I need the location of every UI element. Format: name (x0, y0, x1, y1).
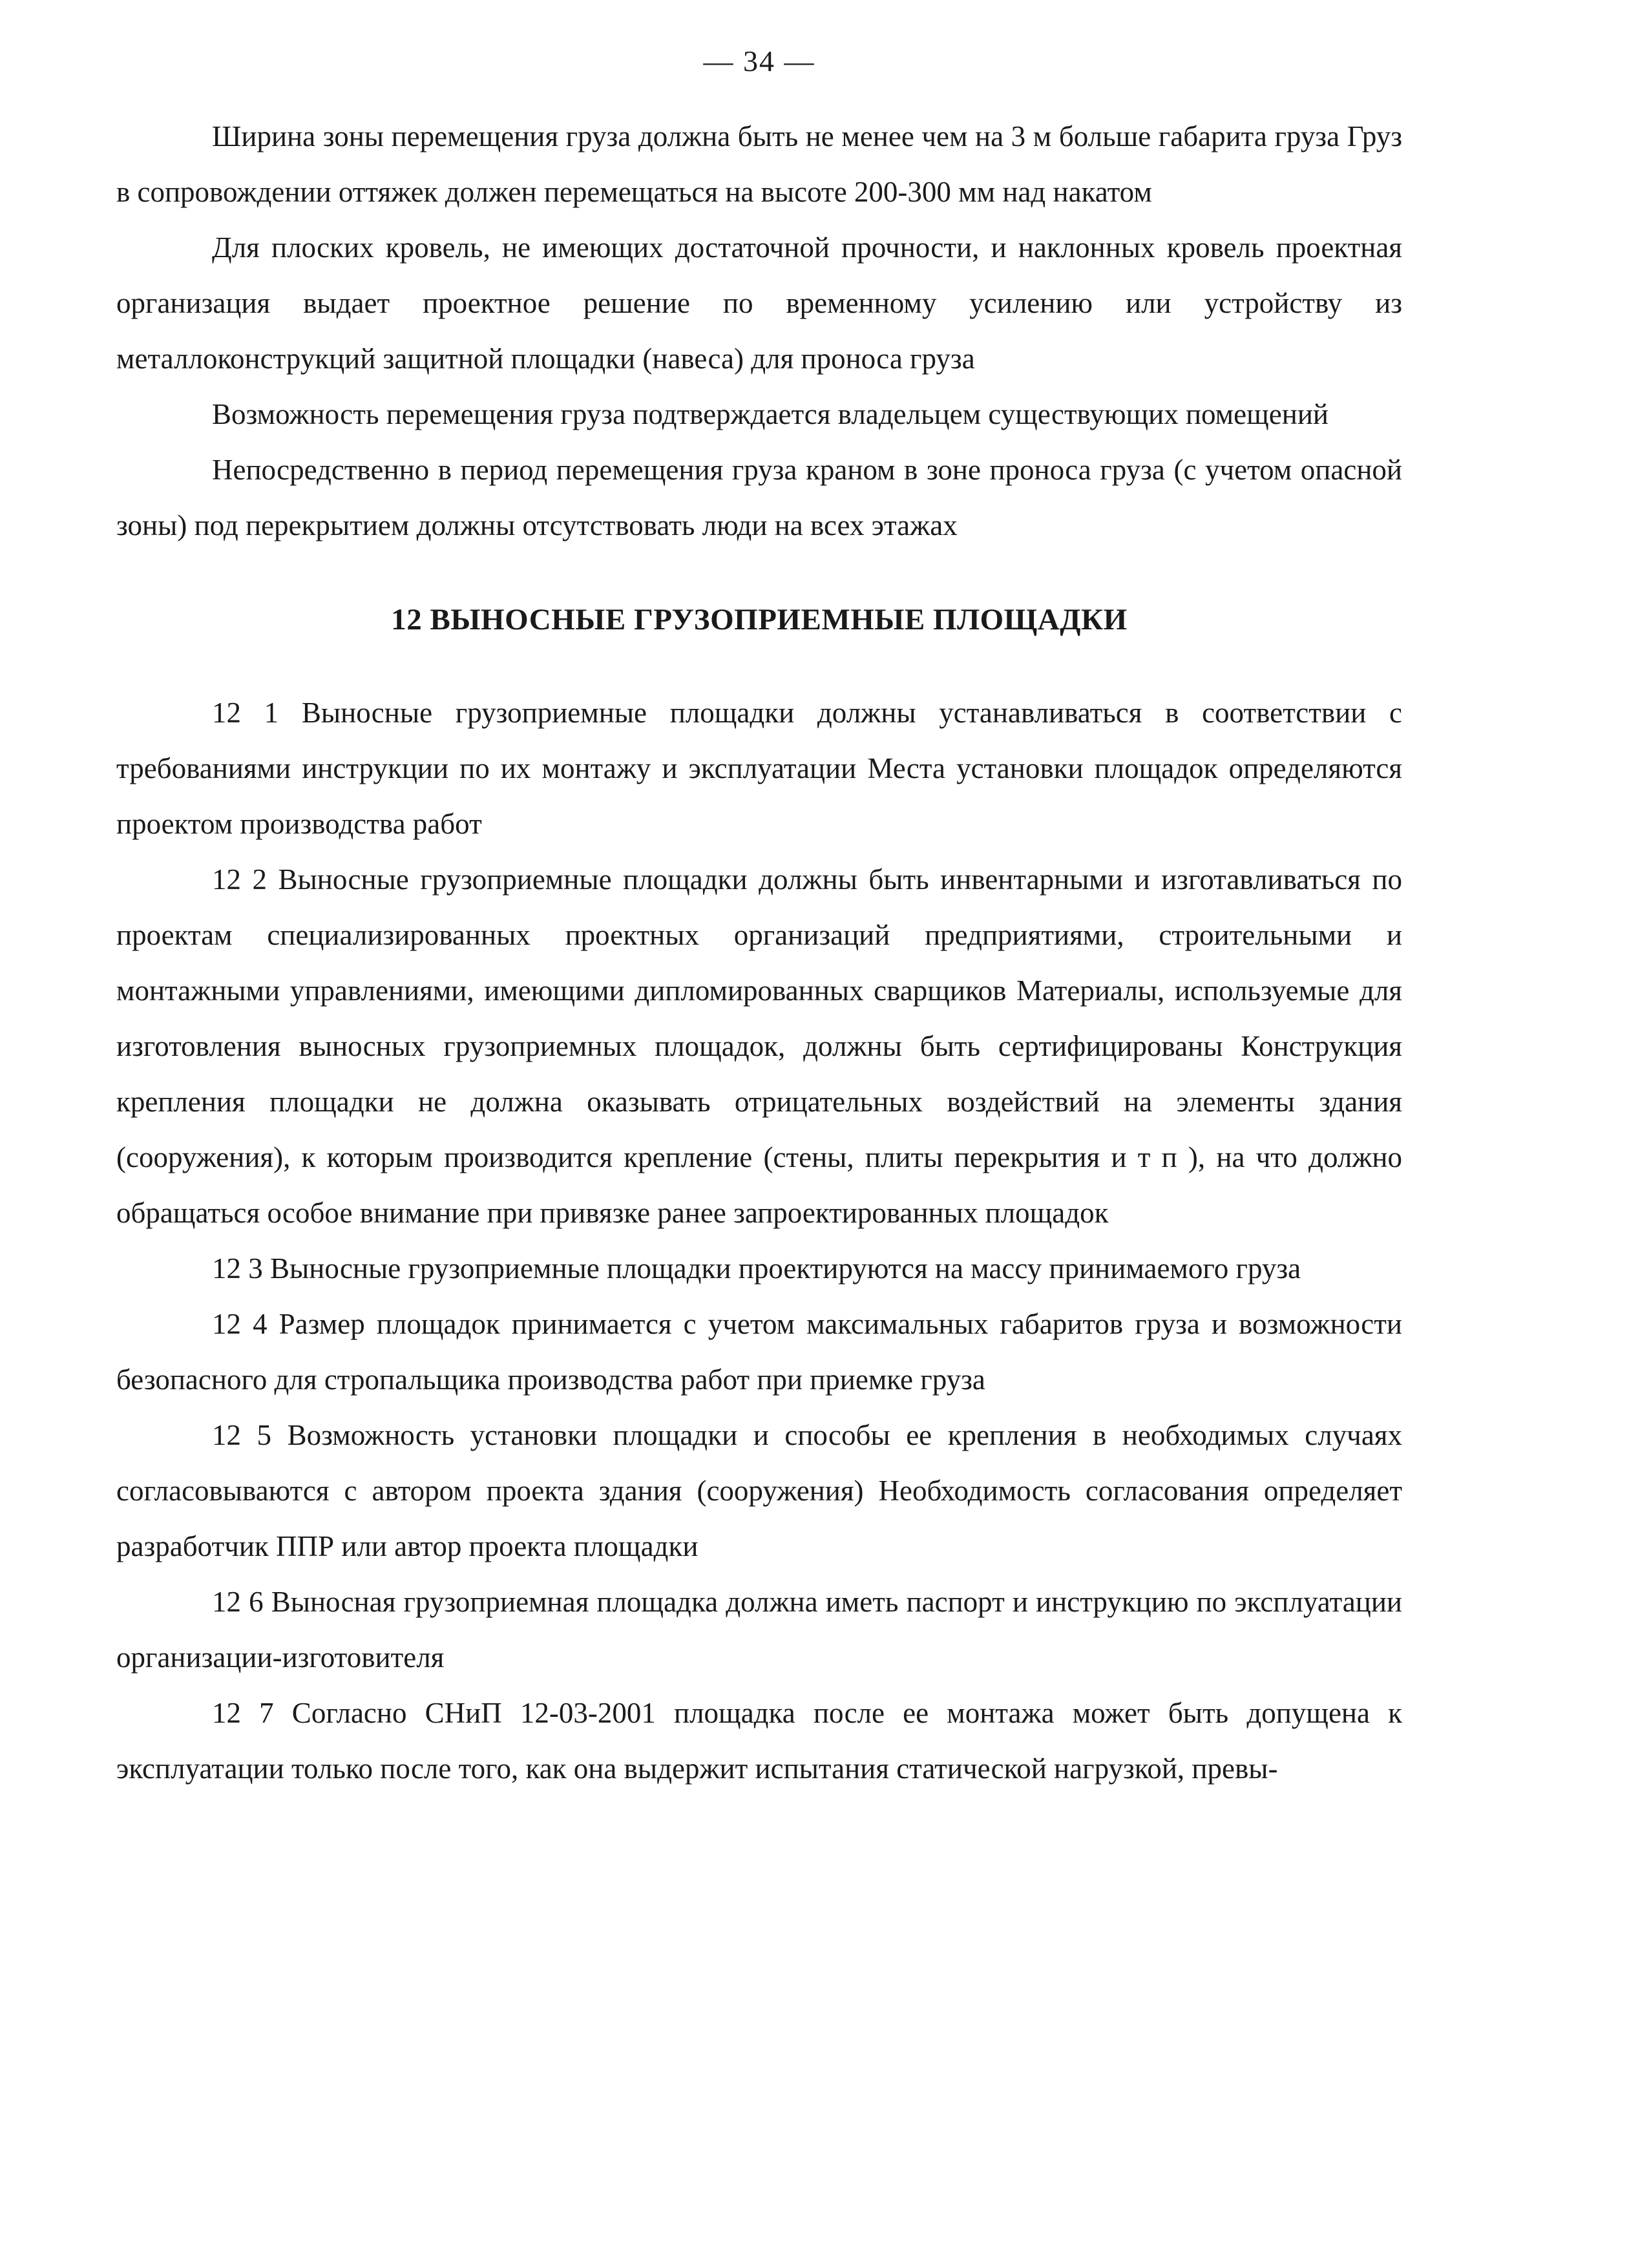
document-page (116, 0, 1402, 2268)
paragraph-12-6: 12 6 Выносная грузоприемная площадка должна иметь паспорт и инструкцию по эксплуатации организации-изготовителя (116, 1586, 1402, 1674)
paragraph-load-zone-width: Ширина зоны перемещения груза должна быть не менее чем на 3 м больше габарита груза Груз в сопровождении оттяжек должен перемещаться на высоте 200-300 мм над накатом (116, 120, 1402, 208)
section-heading: 12 ВЫНОСНЫЕ ГРУЗОПРИЕМНЫЕ ПЛОЩАДКИ (391, 603, 1128, 636)
paragraph-12-4: 12 4 Размер площадок принимается с учетом максимальных габаритов груза и возможности безопасного для стропальщика производства работ при приемке груза (116, 1308, 1402, 1396)
paragraph-12-3: 12 3 Выносные грузоприемные площадки проектируются на массу принимаемого груза (212, 1252, 1301, 1285)
paragraph-12-2: 12 2 Выносные грузоприемные площадки должны быть инвентарными и изготавливаться по проектам специализированных проектных организаций предприятиями, строительными и монтажными управлениями, имеющими дипломированных сварщиков Материалы, используемые для изготовления выносных грузоприемных площадок, должны быть сертифицированы Конструкция крепления площадки не должна оказывать отрицательных воздействий на элементы здания (сооружения), к которым производится крепление (стены, плиты перекрытия и т п ), на что должно обращаться особое внимание при привязке ранее запроектированных площадок (116, 863, 1402, 1229)
paragraph-12-7: 12 7 Согласно СНиП 12-03-2001 площадка после ее монтажа может быть допущена к эксплуатации только после того, как она выдержит испытания статической нагрузкой, превы- (116, 1697, 1402, 1785)
body-text (116, 109, 1402, 1796)
paragraph-no-people-under-load: Непосредственно в период перемещения груза краном в зоне проноса груза (с учетом опасной зоны) под перекрытием должны отсутствовать люди на всех этажах (116, 454, 1402, 541)
paragraph-12-1: 12 1 Выносные грузоприемные площадки должны устанавливаться в соответствии с требованиями инструкции по их монтажу и эксплуатации Места установки площадок определяются проектом производства работ (116, 697, 1402, 840)
paragraph-flat-roofs: Для плоских кровель, не имеющих достаточной прочности, и наклонных кровель проектная организация выдает проектное решение по временному усилению или устройству из металлоконструкций защитной площадки (навеса) для проноса груза (116, 231, 1402, 375)
page-number: — 34 — (703, 45, 815, 78)
paragraph-owner-confirmation: Возможность перемещения груза подтверждается владельцем существующих помещений (212, 398, 1329, 430)
paragraph-12-5: 12 5 Возможность установки площадки и способы ее крепления в необходимых случаях согласовываются с автором проекта здания (сооружения) Необходимость согласования определяет разработчик ППР или автор проекта площадки (116, 1419, 1402, 1562)
